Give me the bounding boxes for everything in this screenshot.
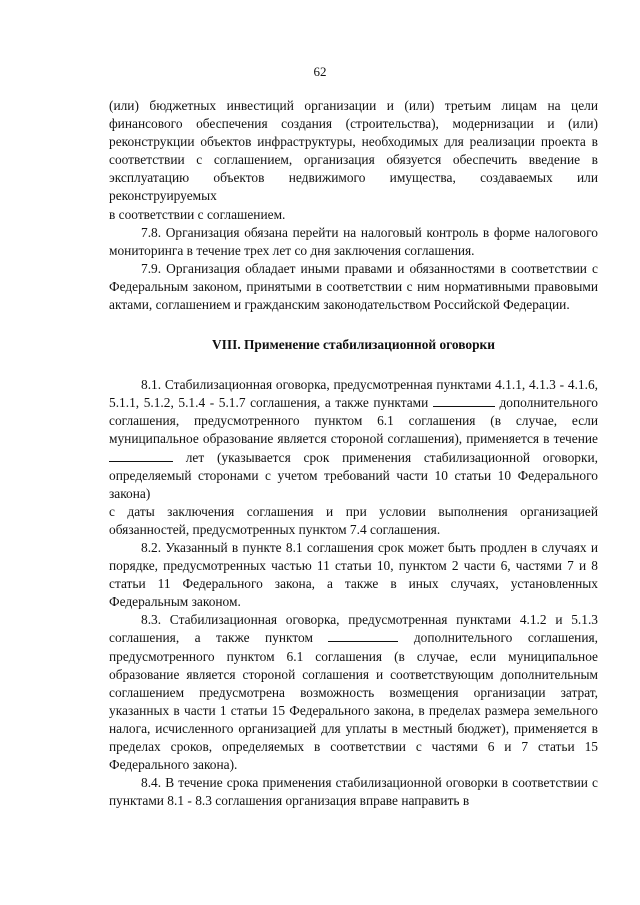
document-body [109, 97, 598, 810]
blank-field [109, 451, 173, 462]
paragraph-8-1-part-c: лет (указывается срок применения стабилизационной оговорки, определяемый сторонами с учетом требований части 10 статьи 10 Федерального закона) [109, 449, 598, 501]
paragraph-8-1-part-a: 8.1. Стабилизационная оговорка, предусмотренная пунктами 4.1.1, 4.1.3 - 4.1.6, 5.1.1, 5.1.2, 5.1.4 - 5.1.7 соглашения, а также пунктами [109, 377, 598, 411]
paragraph-8-1-end: с даты заключения соглашения и при условии выполнения организацией обязанностей, предусмотренных пунктом 7.4 соглашения. [109, 503, 598, 537]
paragraph-8-3-part-a: 8.3. Стабилизационная оговорка, предусмотренная пунктами 4.1.2 и 5.1.3 соглашения, а также пунктом [109, 612, 598, 646]
paragraph-7-8: 7.8. Организация обязана перейти на налоговый контроль в форме налогового мониторинга в течение трех лет со дня заключения соглашения. [109, 224, 598, 258]
page-number: 62 [313, 64, 327, 79]
paragraph-8-3 [109, 611, 598, 774]
blank-field [328, 631, 398, 642]
paragraph-continuation-end: в соответствии с соглашением. [109, 206, 286, 222]
paragraph-8-3-part-b: дополнительного соглашения, предусмотренного пунктом 6.1 соглашения (в случае, если муниципальное образование является стороной соглашения и соответствующим дополнительным соглашением предусмотрена возможность возмещения организации затрат, указанных в части 1 статьи 15 Федерального закона, в пределах размера земельного налога, исчисленного организацией для уплаты в местный бюджет), применяется в пределах сроков, определяемых в соответствии с частями 6 и 7 статьи 15 Федерального закона). [109, 630, 598, 773]
blank-field [433, 396, 495, 407]
paragraph-8-4: 8.4. В течение срока применения стабилизационной оговорки в соответствии с пунктами 8.1 - 8.3 соглашения организация вправе направить в [109, 775, 598, 809]
paragraph-8-1 [109, 376, 598, 503]
paragraph-8-2: 8.2. Указанный в пункте 8.1 соглашения срок может быть продлен в случаях и порядке, предусмотренных частью 11 статьи 10, пунктом 2 части 6, частями 7 и 8 статьи 11 Федерального закона, а также в иных случаях, установленных Федеральным законом. [109, 539, 598, 610]
paragraph-8-1-part-b: дополнительного соглашения, предусмотренного пунктом 6.1 соглашения (в случае, если муниципальное образование является стороной соглашения), применяется в течение [109, 395, 598, 447]
section-title: VIII. Применение стабилизационной оговорки [212, 337, 495, 353]
paragraph-7-9: 7.9. Организация обладает иными правами и обязанностями в соответствии с Федеральным законом, принятыми в соответствии с ним нормативными правовыми актами, соглашением и гражданским законодательством Российской Федерации. [109, 260, 598, 313]
paragraph-continuation: (или) бюджетных инвестиций организации и (или) третьим лицам на цели финансового обеспечения создания (строительства), модернизации и (или) реконструкции объектов инфраструктуры, необходимых для реализации проекта в соответствии с соглашением, организация обязуется обеспечить введение в эксплуатацию объектов недвижимого имущества, создаваемых или реконструируемых [109, 98, 598, 204]
